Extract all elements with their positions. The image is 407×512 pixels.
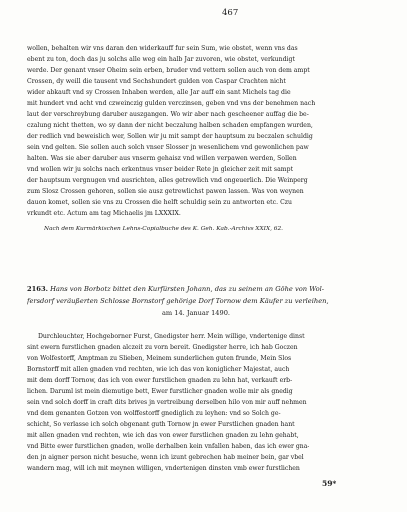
text-line: mit hundert vnd acht vnd czweinczig gulden verczinsen, geben vnd vns der benehmen nach — [27, 100, 316, 107]
entry-date: am 14. Januar 1490. — [162, 309, 230, 317]
text-line: werde. Der genant vnser Oheim sein erben, bruder vnd vettern sollen auch von dem ampt — [27, 67, 310, 74]
text-line: sein vnd gelten. Sie sollen auch solch vnser Slosser jn wesenlichem vnd gewonlichen paw — [27, 144, 309, 151]
text-line: ebent zu ton, doch das ju solchs alle weg ein halb Jar zuvoren, wie obstet, verkundigt — [27, 56, 295, 63]
text-line: wollen, behalten wir vns daran den widerkauff fur sein Sum, wie obstet, wenn vns das — [27, 45, 298, 52]
text-line: zum Slosz Crossen gehoren, sollen sie ausz getrewlichst pawen lassen. Was von weynen — [27, 188, 304, 195]
text-line: wider abkauft vnd sy Crossen Inhaben werden, alle Jar auff ein sant Michels tag die — [27, 89, 291, 96]
text-line: sint ewern furstlichen gnaden alczeit zu vorn bereit. Gnedigster herre, ich hab Goczen — [27, 344, 298, 351]
entry-heading-text: Hans von Borbotz bittet den Kurfürsten Johann, das zu seinem an Göhe von Wol- — [50, 285, 325, 293]
text-line: halten. Was sie aber daruber aus vnserm gehaisz vnd willen verpawen werden, Sollen — [27, 155, 297, 162]
entry-number: 2163. — [27, 285, 48, 293]
source-note: Nach dem Kurmärkischen Lehns-Copialbuche des K. Geh. Kab.-Archivs XXIX, 62. — [44, 226, 283, 232]
text-line: vnd Bitte ewer furstlichen gnaden, wolle derhalben kein vnfallen haben, das ich ewer gna- — [27, 443, 310, 450]
text-line: laut der verschreybung daruber auszgangen. Wo wir aber nach gescheener auffag die be- — [27, 111, 309, 118]
text-line: vrkundt etc. Actum am tag Michaelis jm LXXXIX. — [27, 210, 181, 217]
text-line: von Wolfestorff, Amptman zu Slieben, Meinem sunderlichen guten frunde, Mein Slos — [27, 355, 292, 362]
text-line: sein vnd solch dorff in craft dits brives jn vertreibung derselben hilo von mir auff nehmen — [27, 399, 307, 406]
text-line: Bornstorff mit allen gnaden vnd rechten, wie ich das von koniglicher Majestat, auch — [27, 366, 290, 373]
text-line: den jn aigner person nicht besuche, wenn ich izunt gebrechen hab meiner bein, gar vbel — [27, 454, 304, 461]
page-number: 467 — [222, 8, 239, 18]
text-line: wandern mag, will ich mit meynen willigen, vndertenigen dinsten vmb ewer furstlichen — [27, 465, 300, 472]
text-line: mit allen gnaden vnd rechten, wie ich das von ewer furstlichen gnaden zu lehn gehabt, — [27, 432, 299, 439]
entry-heading-line-1 — [27, 285, 324, 293]
text-line: mit dem dorff Tornow, das ich von ewer furstlichen gnaden zu lehn hat, verkauft erb- — [27, 377, 293, 384]
text-line: Crossen, dy weill die tausent vnd Sechshundert gulden von Caspar Crachten nicht — [27, 78, 286, 85]
text-line: vnd wollen wir ju solchs nach erkentnus vnser beider Rete jn gleicher zeit mit sampt — [27, 166, 294, 173]
text-line: vnd dem genanten Gotzen von wolffestorff gnediglich zu leyhen: vnd so Solch ge- — [27, 410, 281, 417]
signature-mark: 59* — [322, 479, 337, 488]
text-line: lichen. Daruml ist mein diemutige bett, Ewer furstlicher gnaden wolle mir als gnedig — [27, 388, 293, 395]
text-line: der hauptsum vergnugen vnd ausrichten, alles getrewlich vnd ongeuerlich. Die Weinperg — [27, 177, 308, 184]
text-line: czalung nicht thetten, wo sy dann der nicht beczalung halben schaden empfangen wurden, — [27, 122, 313, 129]
text-line: schicht, So verlasse ich solch obgenant guth Tornow jn ewer Furstlichen gnaden hant — [27, 421, 295, 428]
text-line: der redlich vnd beweislich wer, Sollen wir ju mit sampt der hauptsum zu beczalen schuldig — [27, 133, 313, 140]
text-line: Durchleuchter, Hochgeborner Furst, Gnedigster herr. Mein willige, vndertenige dinst — [38, 333, 305, 340]
entry-heading-line-2: fersdorf veräußerten Schlosse Bornstorf gehörige Dorf Tornow dem Käufer zu verleihen, — [27, 297, 329, 305]
text-line: dauon komet, sollen sie vns zu Crossen die helft schuldig sein zu antworten etc. Czu — [27, 199, 293, 206]
